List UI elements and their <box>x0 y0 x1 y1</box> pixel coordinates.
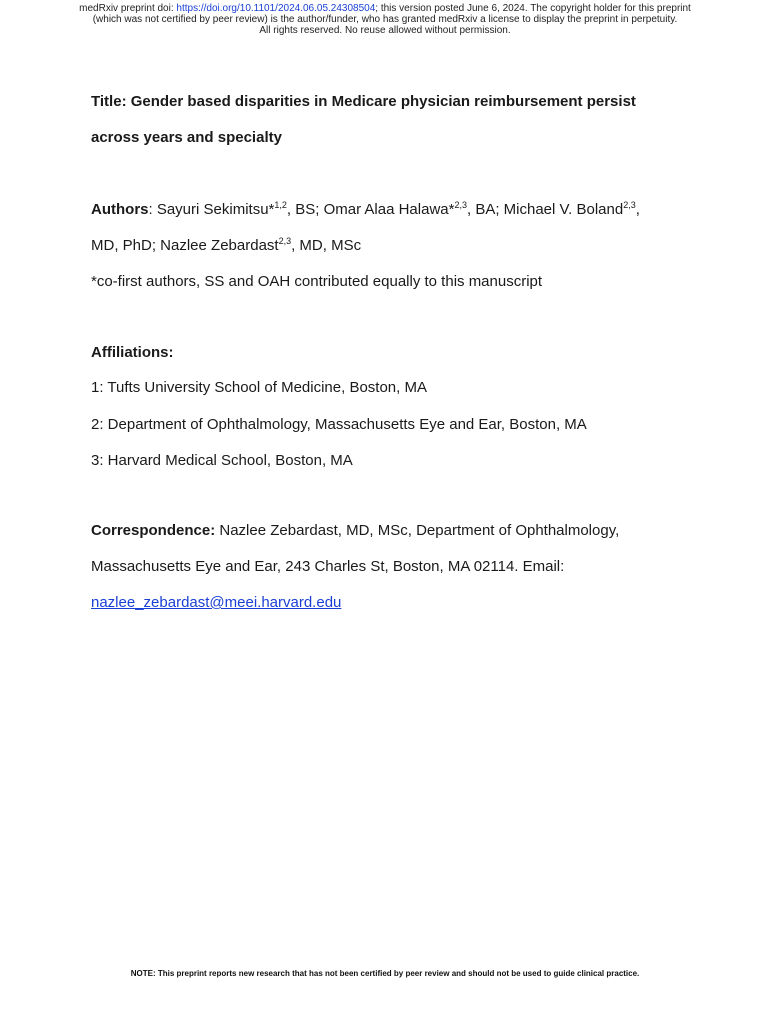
author-3-tail: , <box>635 201 640 218</box>
author-3-affil: 2,3 <box>623 200 636 210</box>
title-line-2: across years and specialty <box>91 129 282 146</box>
author-1-affil: 1,2 <box>274 200 287 210</box>
doi-link[interactable]: https://doi.org/10.1101/2024.06.05.24308504 <box>176 3 376 14</box>
correspondence-label: Correspondence: <box>91 522 216 539</box>
author-3: , BA; Michael V. Boland <box>466 201 624 218</box>
banner-line1-suffix: ; this version posted June 6, 2024. The copyright holder for this preprint <box>375 3 691 14</box>
authors-line-1 <box>91 201 640 218</box>
email-link[interactable]: nazlee_zebardast@meei.harvard.edu <box>91 594 342 611</box>
preprint-banner <box>0 3 770 36</box>
affiliations-heading <box>91 344 174 361</box>
author-2: , BS; Omar Alaa Halawa* <box>286 201 455 218</box>
affiliation-1: 1: Tufts University School of Medicine, Boston, MA <box>91 379 427 396</box>
correspondence-line-2: Massachusetts Eye and Ear, 243 Charles St, Boston, MA 02114. Email: <box>91 558 565 575</box>
correspondence-text: Nazlee Zebardast, MD, MSc, Department of Ophthalmology, <box>215 522 620 539</box>
title-line-1: Title: Gender based disparities in Medicare physician reimbursement persist <box>91 93 636 110</box>
banner-line-2: (which was not certified by peer review) is the author/funder, who has granted medRxiv a license to display the preprint in perpetuity. <box>92 14 678 25</box>
footer-note: NOTE: This preprint reports new research that has not been certified by peer review and should not be used to guide clinical practice. <box>130 969 640 978</box>
banner-line-1 <box>0 3 770 14</box>
affiliation-3: 3: Harvard Medical School, Boston, MA <box>91 452 353 469</box>
banner-doi-prefix: medRxiv preprint doi: <box>79 3 177 14</box>
author-4: MD, PhD; Nazlee Zebardast <box>91 237 279 254</box>
author-4-tail: , MD, MSc <box>291 237 362 254</box>
correspondence-line-1 <box>91 522 619 539</box>
banner-line-3: All rights reserved. No reuse allowed without permission. <box>259 25 511 36</box>
authors-line-2 <box>91 237 361 254</box>
correspondence-email-line <box>91 594 341 611</box>
authors-label: Authors <box>91 201 149 218</box>
author-4-affil: 2,3 <box>278 236 292 246</box>
affiliation-2: 2: Department of Ophthalmology, Massachusetts Eye and Ear, Boston, MA <box>91 416 587 433</box>
co-first-note: *co-first authors, SS and OAH contributed equally to this manuscript <box>91 273 543 290</box>
affiliations-heading-text: Affiliations: <box>91 344 174 361</box>
author-1: : Sayuri Sekimitsu* <box>148 201 275 218</box>
author-2-affil: 2,3 <box>454 200 467 210</box>
